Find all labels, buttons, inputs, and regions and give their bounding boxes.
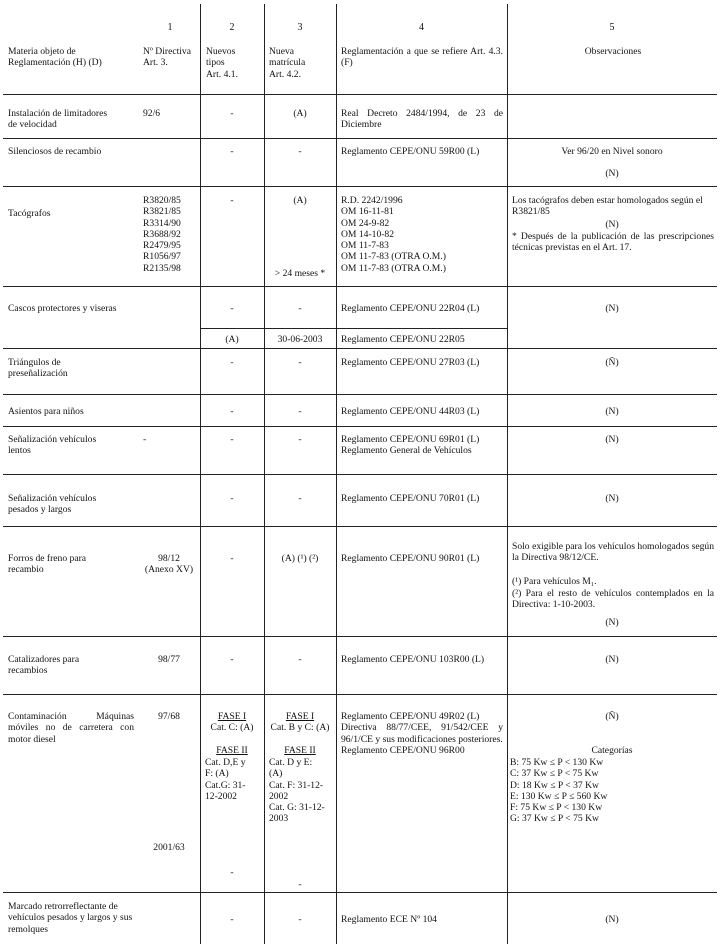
row-catalizadores-reglamentacion: Reglamento CEPE/ONU 103R00 (L) xyxy=(341,654,485,665)
row-triangulos-matricula: - xyxy=(298,357,302,368)
row-maquinas-materia: Contaminación Máquinas móviles no de carretera con motor diesel xyxy=(8,711,134,745)
column-number-1: 1 xyxy=(167,22,173,33)
row-forros-observaciones-note-1: (¹) Para vehículos M₁. xyxy=(512,576,597,587)
row-asientos-matricula: - xyxy=(298,406,302,417)
row-senal-lentos-observaciones: (N) xyxy=(605,434,619,445)
row-limitadores-reglamentacion: Real Decreto 2484/1994, de 23 de Diciembre xyxy=(341,108,503,131)
row-maquinas-matricula-fase1: FASE I xyxy=(285,711,315,722)
column-number-4: 4 xyxy=(419,22,424,33)
row-divider xyxy=(3,636,717,637)
row-forros-observaciones-note-2: (²) Para el resto de vehículos contemplados en la Directiva: 1-10-2003. xyxy=(512,588,714,611)
row-tacografos-nuevos: - xyxy=(230,195,234,206)
row-senal-lentos-reglamentacion: Reglamento CEPE/ONU 69R01 (L) Reglamento General de Vehículos xyxy=(341,434,480,457)
row-triangulos-observaciones: (Ñ) xyxy=(605,357,619,368)
row-senal-pesados-observaciones: (N) xyxy=(605,493,619,504)
row-tacografos-matricula-plazo: > 24 meses * xyxy=(274,268,326,279)
row-limitadores-matricula: (A) xyxy=(293,108,307,119)
row-cascos-matricula-1: - xyxy=(298,303,302,314)
row-maquinas-observaciones-list: B: 75 Kw ≤ P < 130 Kw C: 37 Kw ≤ P < 75 Kw D: 18 Kw ≤ P < 37 Kw E: 130 Kw ≤ P ≤ 560 Kw F: 75 Kw ≤ P < 130 Kw G: 37 Kw ≤ P < 75 Kw xyxy=(510,757,608,825)
row-catalizadores-nuevos: - xyxy=(230,654,234,665)
row-divider xyxy=(3,186,717,187)
row-maquinas-matricula-fase1-text: Cat. B y C: (A) xyxy=(270,722,330,733)
row-maquinas-nuevos-fase2-text: Cat. D,E y F: (A) Cat.G: 31- 12-2002 xyxy=(205,757,246,802)
row-senal-pesados-nuevos: - xyxy=(230,493,234,504)
row-catalizadores-directiva: 98/77 xyxy=(158,654,180,665)
row-cascos-nuevos-1: - xyxy=(230,303,234,314)
row-maquinas-matricula-fase2-text: Cat. D y E: (A) Cat. F: 31-12- 2002 Cat. G: 31-12- 2003 xyxy=(269,757,325,825)
row-marcado-reglamentacion: Reglamento ECE Nº 104 xyxy=(341,914,437,925)
row-catalizadores-matricula: - xyxy=(298,654,302,665)
header-reglamentacion: Reglamentación a que se refiere Art. 4.3. (F) xyxy=(341,46,503,69)
column-number-5: 5 xyxy=(609,22,615,33)
row-maquinas-directiva-1: 97/68 xyxy=(158,711,180,722)
row-limitadores-nuevos: - xyxy=(230,108,234,119)
row-divider xyxy=(3,94,717,95)
row-tacografos-reglamentacion: R.D. 2242/1996 OM 16-11-81 OM 24-9-82 OM 14-10-82 OM 11-7-83 OM 11-7-83 (OTRA O.M.) OM 11-7-83 (OTRA O.M.) xyxy=(341,195,446,274)
row-marcado-observaciones: (N) xyxy=(605,914,619,925)
row-silenciosos-materia: Silenciosos de recambio xyxy=(8,146,102,157)
row-maquinas-directiva-2: 2001/63 xyxy=(153,842,185,853)
row-limitadores-directiva: 92/6 xyxy=(143,108,161,119)
row-divider xyxy=(3,286,717,287)
header-nuevos-tipos: Nuevos tipos Art. 4.1. xyxy=(206,46,238,80)
row-catalizadores-observaciones: (N) xyxy=(605,654,619,665)
row-limitadores-materia: Instalación de limitadores de velocidad xyxy=(8,108,108,131)
row-silenciosos-observaciones: Ver 96/20 en Nivel sonoro xyxy=(561,146,663,157)
row-divider xyxy=(3,426,717,427)
row-divider xyxy=(3,138,717,139)
row-tacografos-observaciones-code: (N) xyxy=(605,219,619,230)
row-forros-reglamentacion: Reglamento CEPE/ONU 90R01 (L) xyxy=(341,553,480,564)
row-tacografos-matricula: (A) xyxy=(293,195,307,206)
row-triangulos-reglamentacion: Reglamento CEPE/ONU 27R03 (L) xyxy=(341,357,480,368)
header-materia: Materia objeto de Reglamentación (H) (D) xyxy=(8,46,102,69)
row-divider xyxy=(3,474,717,475)
row-senal-lentos-nuevos: - xyxy=(230,434,234,445)
row-maquinas-reglamentacion: Reglamento CEPE/ONU 49R02 (L) Directiva 88/77/CEE, 91/542/CEE y 96/1/CE y sus modificaciones posteriores. Reglamento CEPE/ONU 96R00 xyxy=(341,711,503,756)
row-maquinas-matricula-fase2: FASE II xyxy=(284,745,316,756)
row-silenciosos-reglamentacion: Reglamento CEPE/ONU 59R00 (L) xyxy=(341,146,480,157)
row-divider xyxy=(3,394,717,395)
row-maquinas-nuevos-fase1-text: Cat. C: (A) xyxy=(210,722,254,733)
row-forros-directiva: 98/12 (Anexo XV) xyxy=(144,553,194,576)
header-nueva-matricula: Nueva matrícula Art. 4.2. xyxy=(269,46,306,80)
row-triangulos-materia: Triángulos de preseñalización xyxy=(8,357,68,380)
row-asientos-materia: Asientos para niños xyxy=(8,406,84,417)
row-cascos-observaciones: (N) xyxy=(605,303,619,314)
header-observaciones: Observaciones xyxy=(584,46,642,57)
row-marcado-materia: Marcado retrorreflectante de vehículos pesados y largos y sus remolques xyxy=(8,901,133,935)
row-forros-nuevos: - xyxy=(230,553,234,564)
row-divider xyxy=(3,526,717,527)
column-number-2: 2 xyxy=(229,22,235,33)
row-maquinas-observaciones-code: (Ñ) xyxy=(605,711,619,722)
row-tacografos-directiva: R3820/85 R3821/85 R3314/90 R3688/92 R2479/95 R1056/97 R2135/98 xyxy=(143,195,181,274)
column-number-3: 3 xyxy=(297,22,303,33)
row-forros-observaciones-code: (N) xyxy=(605,617,619,628)
row-maquinas-nuevos-fase1: FASE I xyxy=(217,711,247,722)
row-tacografos-observaciones: Los tacógrafos deben estar homologados según el R3821/85 xyxy=(512,195,703,218)
row-senal-pesados-materia: Señalización vehículos pesados y largos xyxy=(8,493,97,516)
header-directiva: Nº Directiva Art. 3. xyxy=(143,46,191,69)
row-maquinas-matricula-dash: - xyxy=(298,879,302,890)
row-marcado-matricula: - xyxy=(298,914,302,925)
row-divider xyxy=(200,328,507,329)
row-maquinas-nuevos-dash: - xyxy=(230,867,234,878)
row-cascos-nuevos-2: (A) xyxy=(225,334,239,345)
row-asientos-nuevos: - xyxy=(230,406,234,417)
row-divider xyxy=(3,694,717,695)
row-asientos-reglamentacion: Reglamento CEPE/ONU 44R03 (L) xyxy=(341,406,480,417)
row-maquinas-observaciones-title: Categorías xyxy=(591,745,633,756)
row-divider xyxy=(3,348,717,349)
row-triangulos-nuevos: - xyxy=(230,357,234,368)
row-senal-lentos-matricula: - xyxy=(298,434,302,445)
row-tacografos-materia: Tacógrafos xyxy=(8,208,51,219)
row-senal-pesados-reglamentacion: Reglamento CEPE/ONU 70R01 (L) xyxy=(341,493,480,504)
row-marcado-nuevos: - xyxy=(230,914,234,925)
row-cascos-reglamentacion-1: Reglamento CEPE/ONU 22R04 (L) xyxy=(341,303,480,314)
row-senal-lentos-materia: Señalización vehículos lentos xyxy=(8,434,97,457)
row-cascos-reglamentacion-2: Reglamento CEPE/ONU 22R05 xyxy=(341,334,465,345)
row-forros-materia: Forros de freno para recambio xyxy=(8,553,87,576)
row-silenciosos-observaciones-code: (N) xyxy=(605,168,619,179)
row-forros-matricula: (A) (¹) (²) xyxy=(281,553,319,564)
row-cascos-materia: Cascos protectores y viseras xyxy=(8,303,117,314)
row-senal-lentos-directiva: - xyxy=(143,434,147,445)
row-divider xyxy=(3,892,717,893)
row-forros-observaciones: Solo exigible para los vehículos homologados según la Directiva 98/12/CE. xyxy=(512,541,714,564)
row-senal-pesados-matricula: - xyxy=(298,493,302,504)
row-tacografos-observaciones-note: * Después de la publicación de las prescripciones técnicas previstas en el Art. 17. xyxy=(512,231,714,254)
row-maquinas-nuevos-fase2: FASE II xyxy=(216,745,248,756)
row-silenciosos-nuevos: - xyxy=(230,146,234,157)
row-silenciosos-matricula: - xyxy=(298,146,302,157)
row-catalizadores-materia: Catalizadores para recambios xyxy=(8,654,80,677)
row-cascos-matricula-2: 30-06-2003 xyxy=(277,334,323,345)
row-asientos-observaciones: (N) xyxy=(605,406,619,417)
